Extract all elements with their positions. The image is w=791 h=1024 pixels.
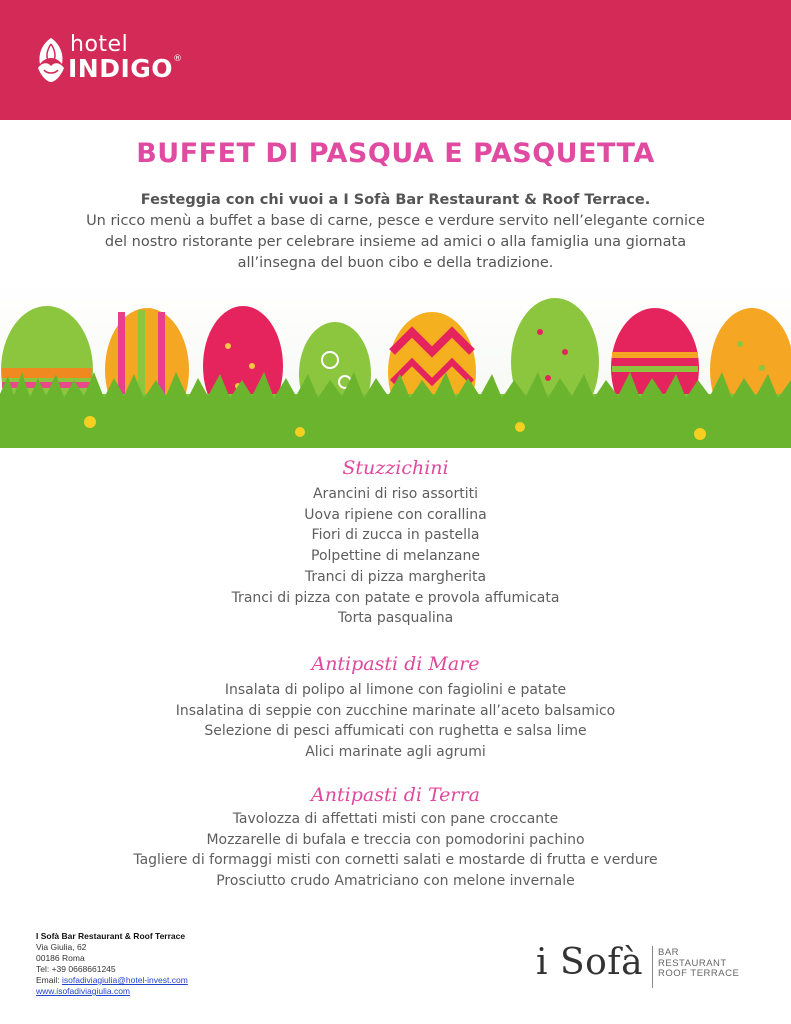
footer-city: 00186 Roma bbox=[36, 953, 85, 963]
footer-email-link[interactable]: isofadiviagiulia@hotel-invest.com bbox=[61, 975, 188, 985]
menu-item: Insalatina di seppie con zucchine marinate all’aceto balsamico bbox=[175, 702, 616, 719]
menu-item: Alici marinate agli agrumi bbox=[305, 744, 486, 761]
menu-list-stuzzichini bbox=[0, 484, 791, 629]
page-title: BUFFET DI PASQUA E PASQUETTA bbox=[136, 138, 655, 169]
i-sofa-logo bbox=[536, 942, 756, 992]
footer-address: Via Giulia, 62 bbox=[36, 942, 87, 952]
section-title-stuzzichini: Stuzzichini bbox=[342, 457, 449, 479]
menu-item: Arancini di riso assortiti bbox=[312, 486, 478, 502]
intro-line: all’insegna del buon cibo e della tradizione. bbox=[237, 255, 554, 271]
sofa-logo-line: ROOF TERRACE bbox=[658, 968, 740, 979]
menu-item: Insalata di polipo al limone con fagiolini e patate bbox=[224, 682, 567, 698]
menu-item: Fiori di zucca in pastella bbox=[311, 527, 480, 544]
sofa-logo-line: RESTAURANT bbox=[658, 957, 727, 969]
menu-item: Tranci di pizza margherita bbox=[304, 568, 487, 585]
menu-item: Uova ripiene con corallina bbox=[304, 506, 487, 523]
menu-item: Tavolozza di affettati misti con pane croccante bbox=[232, 811, 559, 827]
indigo-flower-icon bbox=[34, 34, 68, 84]
menu-item: Polpettine di melanzane bbox=[311, 548, 480, 565]
footer-website-link[interactable]: www.isofadiviagiulia.com bbox=[36, 986, 131, 996]
footer-email-row bbox=[36, 975, 296, 986]
intro-lead: Festeggia con chi vuoi a I Sofà Bar Restaurant & Roof Terrace. bbox=[140, 192, 651, 208]
brand-bottom: INDIGO® bbox=[68, 54, 183, 83]
menu-item: Selezione di pesci affumicati con rughetta e salsa lime bbox=[204, 723, 587, 740]
section-title-antipasti-mare: Antipasti di Mare bbox=[311, 653, 480, 675]
section-title-antipasti-terra: Antipasti di Terra bbox=[311, 784, 480, 806]
menu-item: Torta pasqualina bbox=[337, 610, 454, 627]
footer-tel: Tel: +39 0668661245 bbox=[36, 964, 116, 974]
sofa-logo-name: i Sofà bbox=[536, 942, 644, 983]
menu-item: Tagliere di formaggi misti con cornetti salati e mostarde di frutta e verdure bbox=[133, 852, 658, 869]
brand-top: hotel bbox=[70, 32, 129, 57]
sofa-logo-subtitle bbox=[658, 948, 739, 980]
intro-text bbox=[60, 190, 731, 274]
sofa-logo-divider bbox=[652, 946, 653, 988]
footer-contact bbox=[36, 931, 296, 997]
menu-item: Tranci di pizza con patate e provola affumicata bbox=[231, 589, 560, 606]
footer-name: I Sofà Bar Restaurant & Roof Terrace bbox=[36, 931, 186, 941]
menu-item: Prosciutto crudo Amatriciano con melone invernale bbox=[216, 873, 575, 890]
menu-list-antipasti-terra bbox=[0, 809, 791, 892]
footer-email-label: Email: bbox=[36, 975, 62, 985]
header-band bbox=[0, 0, 791, 120]
hotel-indigo-logo[interactable] bbox=[34, 32, 184, 92]
intro-line: del nostro ristorante per celebrare insieme ad amici o alla famiglia una giornata bbox=[104, 234, 687, 250]
sofa-logo-line: BAR bbox=[658, 947, 680, 958]
intro-line: Un ricco menù a buffet a base di carne, pesce e verdure servito nell’elegante cornice bbox=[86, 213, 705, 229]
menu-item: Mozzarelle di bufala e treccia con pomodorini pachino bbox=[206, 831, 585, 848]
easter-eggs-image bbox=[0, 282, 791, 448]
footer-website-row bbox=[36, 986, 296, 997]
menu-list-antipasti-mare bbox=[0, 680, 791, 763]
